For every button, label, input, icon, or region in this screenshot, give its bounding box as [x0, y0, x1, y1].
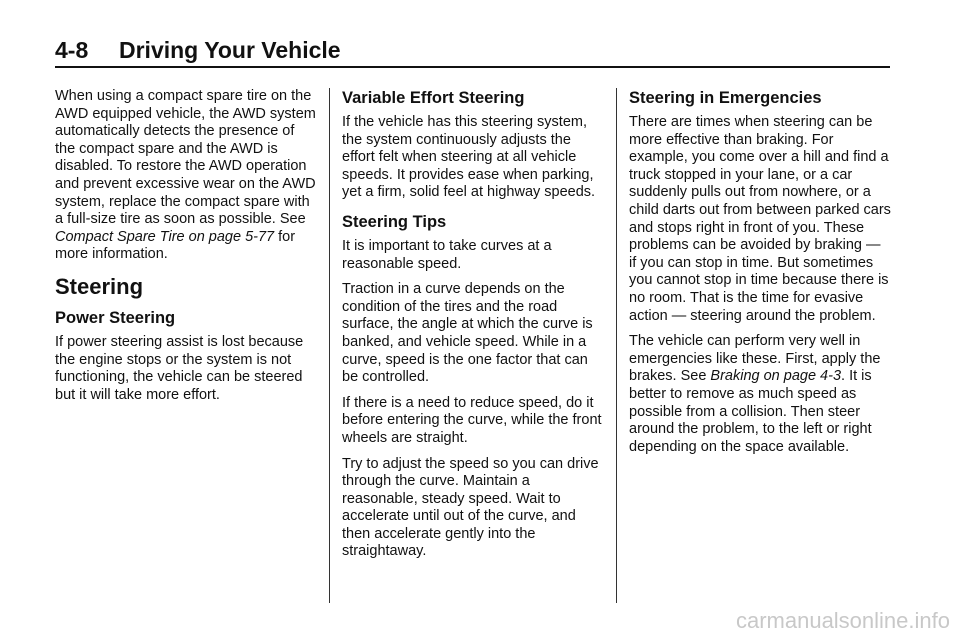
paragraph-text: When using a compact spare tire on the AWD equipped vehicle, the AWD system automatically detects the presence of the compact spare and the AWD is disabled. To restore the AWD operation and prevent excessive wear on the AWD system, replace the compact spare with a full-size tire as soon as possible. See [55, 88, 316, 228]
cross-reference-link[interactable]: Braking on page 4-3 [710, 368, 842, 385]
variable-effort-paragraph: If the vehicle has this steering system, the system continuously adjusts the effort felt when steering at all vehicle speeds. It provides ease when parking, yet a firm, solid feel at highway speeds. [342, 114, 596, 201]
section-heading-steering: Steering [55, 273, 144, 299]
page-number: 4-8 [55, 37, 89, 63]
heading-variable-effort-steering: Variable Effort Steering [342, 89, 525, 107]
column-1 [55, 88, 317, 412]
emergencies-paragraph [629, 333, 891, 456]
power-steering-paragraph: If power steering assist is lost because the engine stops or the system is not functioning, the vehicle can be steered but it will take more effort. [55, 333, 304, 403]
chapter-title: Driving Your Vehicle [119, 37, 341, 63]
paragraph-text: for more information. [55, 228, 296, 263]
column-divider [329, 88, 330, 603]
steering-tips-paragraph: Try to adjust the speed so you can drive through the curve. Maintain a reasonable, steady speed. Wait to accelerate until out of the curve, and then accelerate gently into the straightaway. [342, 455, 599, 560]
watermark: carmanualsonline.info [735, 608, 950, 633]
steering-tips-paragraph: Traction in a curve depends on the condition of the tires and the road surface, the angle at which the curve is banked, and vehicle speed. While in a curve, speed is the one factor that can be controlled. [342, 281, 593, 386]
heading-steering-in-emergencies: Steering in Emergencies [629, 89, 822, 107]
steering-tips-paragraph: It is important to take curves at a reasonable speed. [342, 237, 552, 272]
awd-compact-spare-paragraph [55, 88, 317, 264]
heading-steering-tips: Steering Tips [342, 212, 447, 231]
column-divider [616, 88, 617, 603]
emergencies-paragraph: There are times when steering can be more effective than braking. For example, you come over a hill and find a truck stopped in your lane, or a car suddenly pulls out from nowhere, or a child darts out from between parked cars and stops right in front of you. These problems can be avoided by braking — if you can stop in time. But sometimes you cannot stop in time because there is no room. That is the time for evasive action — steering around the problem. [629, 114, 891, 324]
column-3 [629, 88, 891, 464]
paragraph-text: . It is better to remove as much speed as possible from a collision. Then steer around the problem, to the left or right depending on the space available. [629, 368, 872, 455]
paragraph-text: The vehicle can perform very well in emergencies like these. First, apply the brakes. See [629, 333, 881, 385]
cross-reference-link[interactable]: Compact Spare Tire on page 5-77 [55, 228, 275, 245]
column-2 [342, 88, 604, 569]
steering-tips-paragraph: If there is a need to reduce speed, do it before entering the curve, while the front wheels are straight. [342, 394, 602, 446]
heading-power-steering: Power Steering [55, 308, 176, 327]
page-header [55, 36, 890, 68]
